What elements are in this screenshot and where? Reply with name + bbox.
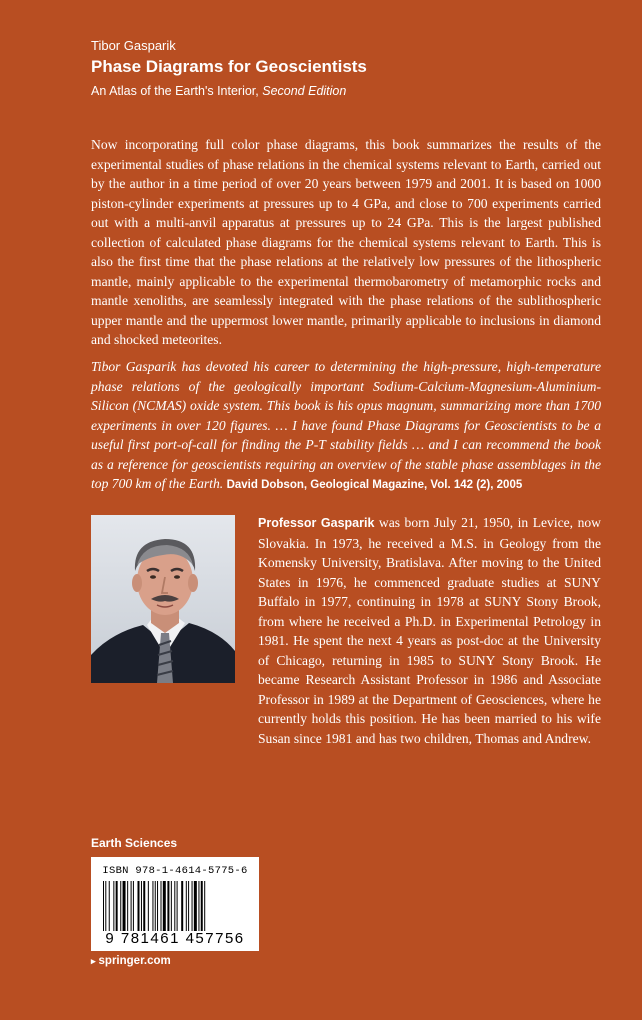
barcode-bar (174, 881, 175, 931)
barcode-bar (113, 881, 114, 931)
barcode-bar (143, 881, 145, 931)
author-photo (91, 515, 235, 683)
barcode-bar (109, 881, 110, 931)
subtitle-edition: Second Edition (262, 84, 347, 98)
barcode-bar (133, 881, 134, 931)
barcode-bar (105, 881, 106, 931)
barcode-bar (127, 881, 128, 931)
barcode-bars (103, 881, 247, 931)
bio-text: was born July 21, 1950, in Levice, now Slovakia. In 1973, he received a M.S. in Geology from the Komensky University, Bratislava. After moving to the United States in 1976, he commenced graduate studies at SUNY Buffalo in 1977, continuing in 1978 at SUNY Stony Brook, from where he received a Ph.D. in Experimental Petrology in 1981. He spent the next 4 years as post-doc at the University of Chicago, returning in 1985 to SUNY Stony Brook. He became Research Assistant Professor in 1986 and Associate Professor in 1989 at the Department of Geosciences, where he currently holds this position. He has been married to his wife Susan since 1981 and has two children, Thomas and Andrew. (258, 515, 601, 746)
barcode-bar (177, 881, 178, 931)
barcode-bar (194, 881, 197, 931)
barcode-bar (201, 881, 203, 931)
barcode-bar (152, 881, 153, 931)
barcode-bar (157, 881, 158, 931)
subtitle-main: An Atlas of the Earth's Interior, (91, 84, 263, 98)
subject-category: Earth Sciences (91, 836, 178, 850)
barcode-bar (103, 881, 104, 931)
book-subtitle (91, 84, 346, 98)
author-name: Tibor Gasparik (91, 38, 176, 53)
ean-digits: 9 781461 457756 (105, 930, 245, 947)
barcode-bar (167, 881, 169, 931)
barcode-bar (161, 881, 162, 931)
bio-name: Professor Gasparik (258, 516, 375, 530)
barcode-bar (120, 881, 121, 931)
barcode-bar (186, 881, 187, 931)
barcode-bar (181, 881, 183, 931)
barcode-bar (155, 881, 156, 931)
barcode-bar (131, 881, 132, 931)
book-title: Phase Diagrams for Geoscientists (91, 57, 367, 76)
barcode-bar (163, 881, 166, 931)
barcode-bar (123, 881, 126, 931)
barcode-bar (138, 881, 140, 931)
barcode-bar (204, 881, 205, 931)
barcode (91, 857, 259, 951)
website-text: springer.com (98, 955, 171, 967)
barcode-bar (141, 881, 142, 931)
website-link[interactable] (91, 955, 171, 967)
barcode-bar (192, 881, 193, 931)
description-paragraph: Now incorporating full color phase diagrams, this book summarizes the results of the experimental studies of phase relations in the chemical systems relevant to Earth, carried out by the author in a time period of over 20 years between 1979 and 2001. It is based on 1000 piston-cylinder experiments at pressures up to 4 GPa, and close to 700 experiments carried out with a multi-anvil apparatus at pressures up to 24 GPa. This is the largest published collection of calculated phase diagrams for the chemical systems relevant to Earth. This is also the first time that the phase relations at the relatively low pressures of the lithospheric mantle, mainly applicable to the experimental thermobarometry of metamorphic rocks and mantle xenoliths, are seamlessly integrated with the phase relations of the sublithospheric upper mantle and the uppermost lower mantle, primarily applicable to inclusions in diamond and shocked meteorites. (91, 137, 601, 347)
barcode-bar (148, 881, 149, 931)
barcode-bar (116, 881, 118, 931)
review-quote-text: Tibor Gasparik has devoted his career to determining the high-pressure, high-temperature phase relations of the geologically important Sodium-Calcium-Magnesium-Aluminium-Silicon (NCMAS) oxide system. This book is his opus magnum, summarizing more than 1700 experiments in over 120 figures. … I have found Phase Diagrams for Geoscientists to be a useful first port-of-call for finding the P-T stability fields … and I can recommend the book as a reference for geoscientists requiring an overview of the stable phase assemblages in the top 700 km of the Earth. (91, 359, 601, 491)
barcode-bar (188, 881, 189, 931)
review-citation: David Dobson, Geological Magazine, Vol. 142 (2), 2005 (226, 479, 523, 491)
barcode-bar (198, 881, 199, 931)
author-bio (258, 513, 601, 748)
review-quote (91, 357, 601, 496)
barcode-bar (171, 881, 172, 931)
arrow-icon: ▸ (91, 956, 96, 966)
isbn-label: ISBN 978-1-4614-5775-6 (102, 865, 248, 877)
